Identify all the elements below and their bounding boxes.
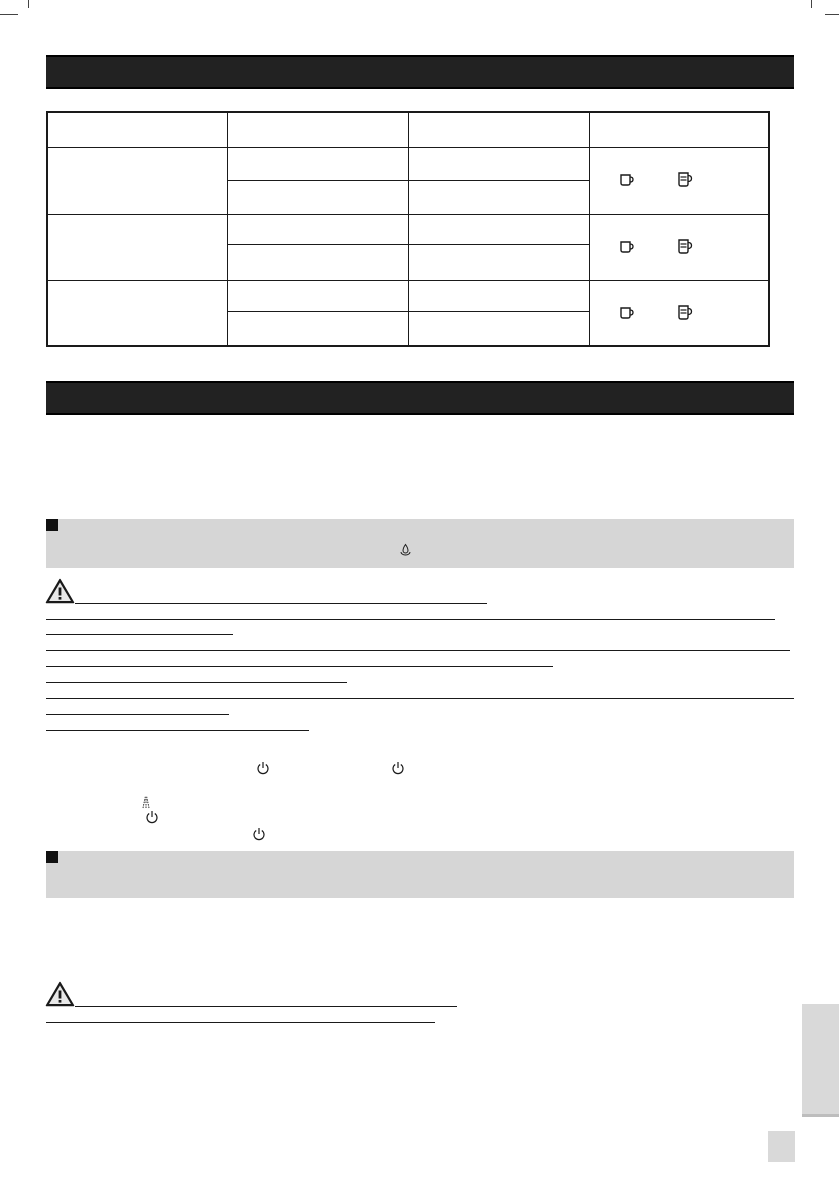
power-icon: [145, 810, 159, 830]
crop-mark: [825, 14, 839, 15]
cup-icon: [619, 173, 635, 187]
text-underline: [75, 603, 487, 604]
text-underline: [46, 619, 775, 620]
descale-icon: [399, 543, 412, 561]
page-number: [768, 1131, 795, 1162]
note-marker: [46, 851, 58, 863]
warning-triangle-icon: [45, 981, 75, 1012]
section-header-bar: [46, 381, 794, 415]
power-icon: [391, 761, 405, 781]
cup-size-icons: [590, 170, 722, 190]
power-icon: [252, 827, 266, 847]
cup-size-icons: [590, 237, 722, 257]
text-underline: [75, 1006, 457, 1007]
cup-icon: [619, 306, 635, 320]
cup-size-icons: [590, 303, 722, 323]
note-box: [46, 519, 794, 568]
note-marker: [46, 519, 58, 531]
text-underline: [46, 698, 794, 699]
crop-mark: [0, 14, 18, 15]
text-underline: [46, 730, 309, 731]
note-box: [46, 851, 794, 898]
table-divider: [227, 311, 589, 312]
cup-icon: [619, 240, 635, 254]
table-divider: [227, 180, 589, 181]
text-underline: [46, 650, 790, 651]
table-divider: [48, 214, 768, 215]
table-divider: [227, 244, 589, 245]
text-underline: [46, 666, 553, 667]
language-side-tab: [802, 1004, 839, 1114]
side-tab-shadow: [802, 1114, 839, 1117]
mug-icon: [677, 305, 693, 321]
text-underline: [46, 1022, 435, 1023]
mug-icon: [677, 172, 693, 188]
text-underline: [46, 682, 347, 683]
crop-mark: [28, 0, 29, 8]
mug-icon: [677, 239, 693, 255]
table-divider: [48, 147, 768, 148]
crop-mark: [811, 0, 812, 8]
warning-triangle-icon: [45, 578, 75, 609]
text-underline: [46, 714, 229, 715]
table-divider: [48, 280, 768, 281]
text-underline: [46, 634, 233, 635]
power-icon: [256, 761, 270, 781]
section-header-bar: [46, 55, 794, 89]
